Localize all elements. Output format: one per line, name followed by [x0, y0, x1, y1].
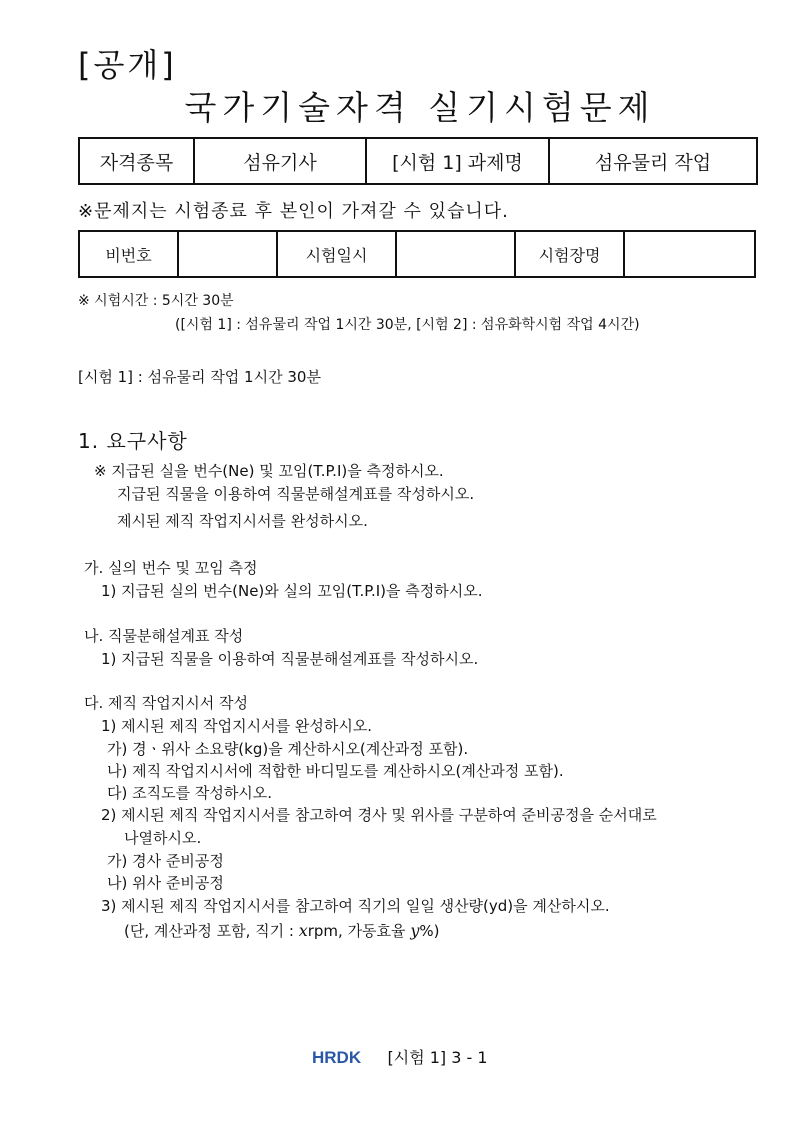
body-line: 나) 위사 준비공정 — [107, 874, 224, 892]
body-line: 나) 제직 작업지시서에 적합한 바디밀도를 계산하시오(계산과정 포함). — [107, 762, 564, 780]
requirement-item: ※ 지급된 실을 번수(Ne) 및 꼬임(T.P.I)을 측정하시오. — [94, 462, 444, 480]
subsection-title-ga: 가. 실의 번수 및 꼬임 측정 — [84, 559, 258, 577]
body-line: 2) 제시된 제직 작업지시서를 참고하여 경사 및 위사를 구분하여 준비공정을 순서대로 — [101, 806, 657, 824]
hrdk-logo-icon — [312, 1048, 374, 1066]
math-y: y — [410, 921, 420, 940]
requirements-heading: 1. 요구사항 — [78, 429, 188, 453]
info-value-task: 섬유물리 작업 — [549, 138, 757, 184]
info-table — [78, 137, 758, 185]
body-line: 가) 경사 준비공정 — [107, 852, 224, 870]
body-line: 가) 경ㆍ위사 소요량(kg)을 계산하시오(계산과정 포함). — [107, 740, 469, 758]
id-label-number: 비번호 — [79, 231, 178, 277]
info-label-category: 자격종목 — [79, 138, 194, 184]
id-label-venue: 시험장명 — [515, 231, 624, 277]
body-line: 다) 조직도를 작성하시오. — [107, 784, 273, 802]
body-line-note — [124, 920, 439, 941]
info-value-category: 섬유기사 — [194, 138, 366, 184]
section-title: [시험 1] : 섬유물리 작업 1시간 30분 — [78, 368, 321, 386]
note-text: (단, 계산과정 포함, 직기 : — [124, 922, 299, 940]
info-label-task: [시험 1] 과제명 — [366, 138, 549, 184]
document-title: 국가기술자격 실기시험문제 — [184, 88, 656, 127]
exam-time: ※ 시험시간 : 5시간 30분 — [78, 293, 234, 309]
body-line: 1) 지급된 직물을 이용하여 직물분해설계표를 작성하시오. — [101, 650, 479, 668]
page-footer — [0, 1045, 800, 1068]
subsection-title-na: 나. 직물분해설계표 작성 — [84, 627, 244, 645]
body-line: 1) 제시된 제직 작업지시서를 완성하시오. — [101, 717, 373, 735]
hrdk-logo-text: HRDK — [312, 1047, 362, 1066]
exam-time-detail: ([시험 1] : 섬유물리 작업 1시간 30분, [시험 2] : 섬유화학시험 작업 4시간) — [175, 317, 640, 333]
note-text: %) — [419, 922, 440, 940]
page-number: [시험 1] 3 - 1 — [387, 1048, 488, 1067]
id-label-date: 시험일시 — [277, 231, 396, 277]
id-table — [78, 230, 756, 278]
body-line: 나열하시오. — [124, 829, 202, 847]
id-value-venue — [624, 231, 755, 277]
notice-text: ※문제지는 시험종료 후 본인이 가져갈 수 있습니다. — [78, 201, 509, 222]
requirement-item: 지급된 직물을 이용하여 직물분해설계표를 작성하시오. — [117, 485, 475, 503]
body-line: 3) 제시된 제직 작업지시서를 참고하여 직기의 일일 생산량(yd)을 계산하시오. — [101, 897, 610, 915]
subsection-title-da: 다. 제직 작업지시서 작성 — [84, 694, 248, 712]
public-tag: [공개] — [78, 46, 177, 84]
id-value-date — [396, 231, 515, 277]
body-line: 1) 지급된 실의 번수(Ne)와 실의 꼬임(T.P.I)을 측정하시오. — [101, 582, 483, 600]
math-x: x — [298, 921, 308, 940]
requirement-item: 제시된 제직 작업지시서를 완성하시오. — [117, 512, 368, 530]
id-value-number — [178, 231, 277, 277]
note-text: rpm, 가동효율 — [307, 922, 411, 940]
